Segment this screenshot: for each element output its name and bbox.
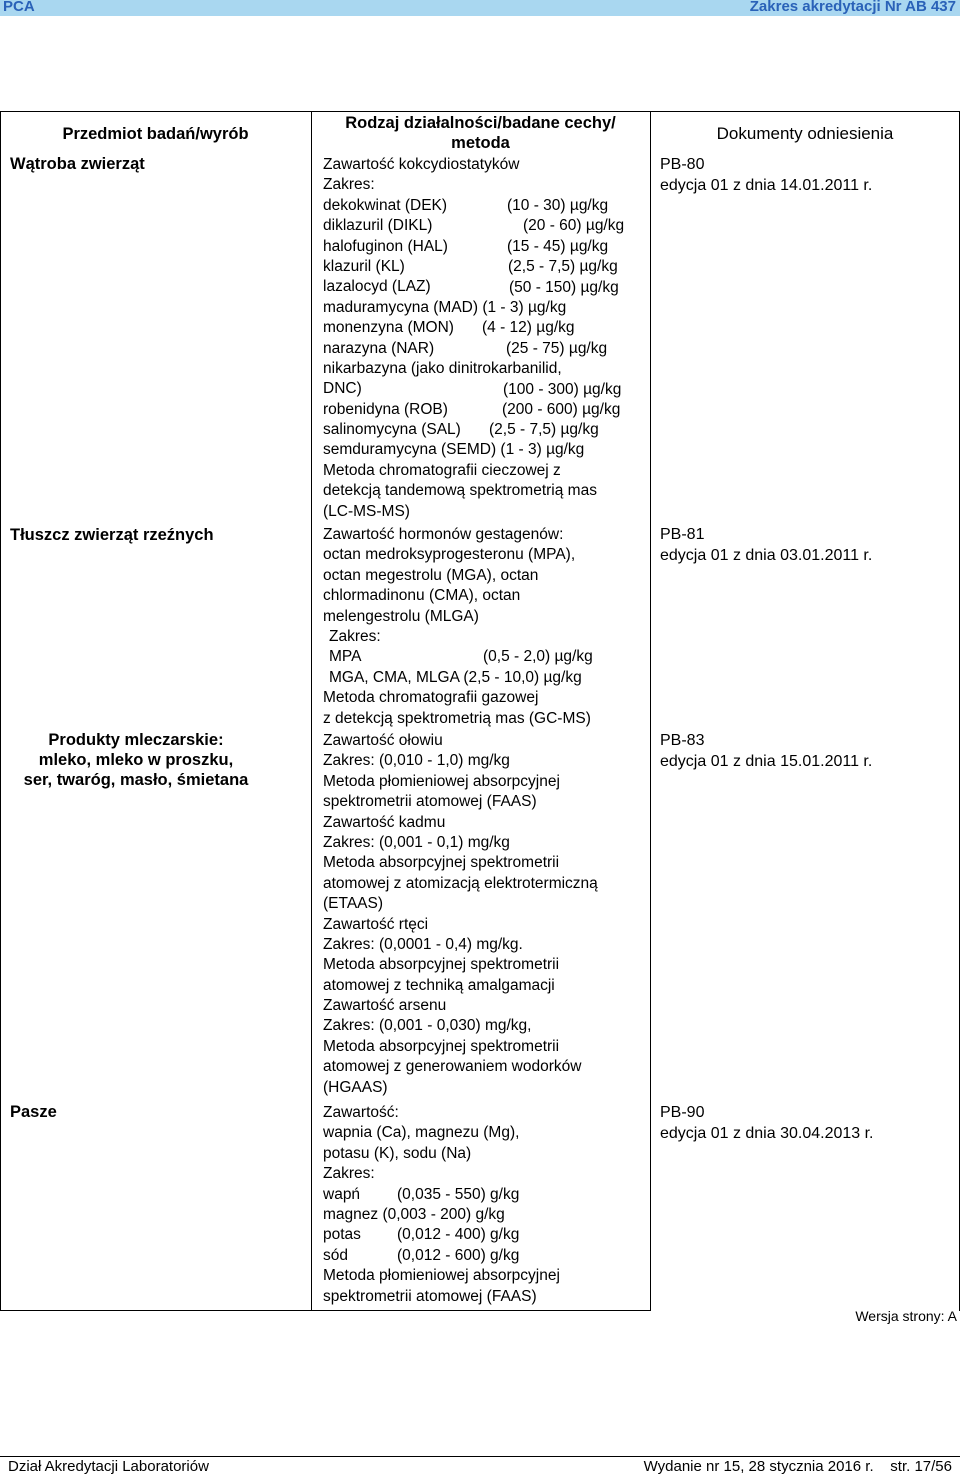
row-method-dairy: Zawartość ołowiu Zakres: (0,010 - 1,0) mg/kg Metoda płomieniowej absorpcyjnej spektrometrii atomowej (FAAS) Zawartość kadmu Zakres: (0,001 - 0,1) mg/kg Metoda absorpcyjnej spektrometrii atomowej z atomizacją elektrotermiczną (ETAAS) Zawartość rtęci Zakres: (0,0001 - 0,4) mg/kg. Metoda absorpcyjnej spektrometrii atomowej z techniką amalgamacji Zawartość arsenu Zakres: (0,001 - 0,030) mg/kg, Metoda absorpcyjnej spektrometrii atomowej z generowaniem wodorków (HGAAS): [323, 732, 598, 1096]
footer-edition: Wydanie nr 15, 28 stycznia 2016 r. str. 17/56: [643, 1458, 952, 1475]
header-org: PCA: [3, 0, 35, 15]
version-note: Wersja strony: A: [855, 1308, 957, 1324]
range-kl: (2,5 - 7,5) µg/kg: [508, 258, 618, 275]
column-header-method-line1: Rodzaj działalności/badane cechy/: [345, 114, 616, 132]
row-doc-dairy: PB-83 edycja 01 z dnia 15.01.2011 r.: [660, 732, 873, 770]
page-header-bar: [0, 0, 960, 16]
row-subject-feed: Pasze: [10, 1103, 57, 1121]
range-dikl: (20 - 60) µg/kg: [523, 217, 625, 234]
page-footer: [0, 1456, 960, 1476]
row-subject-fat: Tłuszcz zwierząt rzeźnych: [10, 526, 214, 544]
row-doc-liver: PB-80 edycja 01 z dnia 14.01.2011 r.: [660, 156, 873, 194]
row-method-feed: Zawartość: wapnia (Ca), magnezu (Mg), potasu (K), sodu (Na) Zakres: wapń (0,035 - 550) g/kg magnez (0,003 - 200) g/kg potas (0,012 - 400) g/kg sód (0,012 - 600) g/kg Metoda płomieniowej absorpcyjnej spektrometrii atomowej (FAAS): [323, 1104, 560, 1305]
header-title: Zakres akredytacji Nr AB 437: [749, 0, 956, 15]
column-header-method: [311, 113, 650, 153]
row-method-fat: Zawartość hormonów gestagenów: octan medroksyprogesteronu (MPA), octan megestrolu (MGA), octan chlormadinonu (CMA), octan melengestrolu (MLGA) Zakres: MPA (0,5 - 2,0) µg/kg MGA, CMA, MLGA (2,5 - 10,0) µg/kg Metoda chromatografii gazowej z detekcją spektrometrią mas (GC-MS): [323, 526, 593, 727]
row-doc-fat: PB-81 edycja 01 z dnia 03.01.2011 r.: [660, 526, 873, 564]
range-dnc: (100 - 300) µg/kg: [503, 381, 622, 398]
range-laz: (50 - 150) µg/kg: [509, 279, 619, 296]
range-rob: (200 - 600) µg/kg: [502, 401, 621, 418]
range-hal: (15 - 45) µg/kg: [507, 238, 609, 255]
range-dek: (10 - 30) µg/kg: [507, 197, 609, 214]
range-mon: (4 - 12) µg/kg: [482, 319, 575, 336]
row-subject-dairy: Produkty mleczarskie: mleko, mleko w proszku, ser, twaróg, masło, śmietana: [23, 731, 249, 789]
range-nar: (25 - 75) µg/kg: [506, 340, 608, 357]
row-doc-feed: PB-90 edycja 01 z dnia 30.04.2013 r.: [660, 1104, 874, 1142]
footer-department: Dział Akredytacji Laboratoriów: [8, 1458, 209, 1475]
range-sal: (2,5 - 7,5) µg/kg: [489, 421, 599, 438]
column-header-documents: Dokumenty odniesienia: [716, 124, 894, 143]
row-method-liver: Zawartość kokcydiostatyków Zakres: dekokwinat (DEK) diklazuril (DIKL) halofuginon (HAL) klazuril (KL) lazalocyd (LAZ) maduramycyna (MAD) (1 - 3) µg/kg monenzyna (MON) narazyna (NAR) nikarbazyna (jako dinitrokarbanilid, DNC) robenidyna (ROB) salinomycyna (SAL) semduramycyna (SEMD) (1 - 3) µg/kg Metoda chromatografii cieczowej z detekcją tandemową spektrometrią mas (LC-MS-MS): [323, 156, 597, 520]
column-header-method-line2: metoda: [451, 134, 510, 152]
column-header-subject: Przedmiot badań/wyrób: [62, 125, 249, 143]
row-subject-liver: Wątroba zwierząt: [10, 155, 145, 173]
